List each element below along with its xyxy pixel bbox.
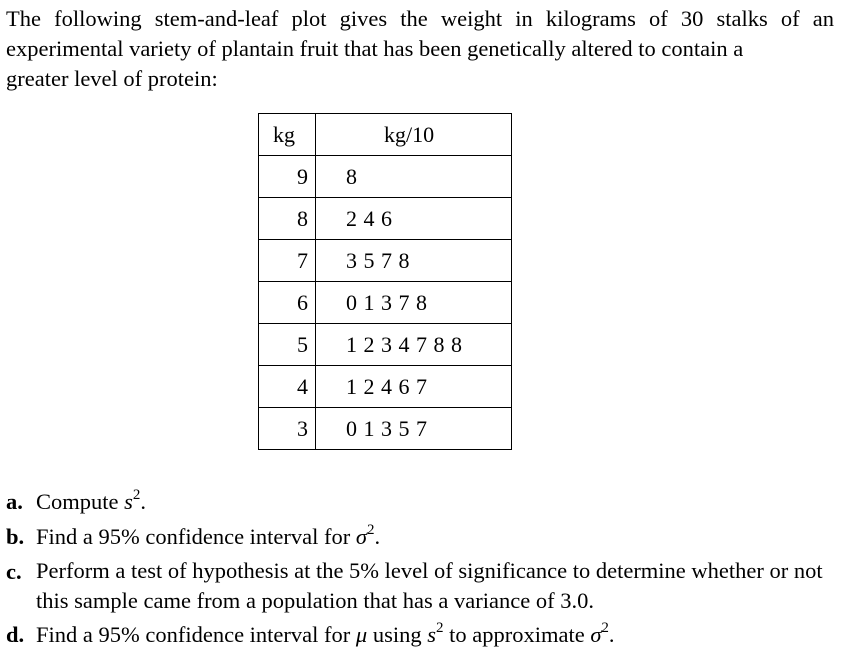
table-header-row <box>259 114 512 156</box>
math-symbol: σ <box>355 524 367 549</box>
question-a <box>6 486 842 517</box>
question-text: Compute <box>36 489 125 514</box>
math-symbol: μ <box>355 622 368 647</box>
stem-cell: 6 <box>259 282 316 324</box>
stem-cell: 3 <box>259 408 316 450</box>
intro-text: The following stem-and-leaf plot gives the weight in kilograms of 30 stalks of an experimental variety of plantain fruit that has been genetically altered to contain a <box>6 6 834 61</box>
table-row <box>259 282 512 324</box>
stem-cell: 9 <box>259 156 316 198</box>
question-text: to approximate <box>443 622 591 647</box>
math-symbol: s <box>124 489 133 514</box>
stem-cell: 4 <box>259 366 316 408</box>
leaf-cell: 3 5 7 8 <box>316 240 512 282</box>
math-exponent: 2 <box>367 522 375 538</box>
math-exponent: 2 <box>132 487 141 503</box>
table-row <box>259 366 512 408</box>
math-symbol: s <box>427 622 436 647</box>
stem-cell: 5 <box>259 324 316 366</box>
intro-paragraph <box>6 4 834 94</box>
stem-and-leaf-table <box>258 113 512 450</box>
leaf-cell: 0 1 3 5 7 <box>316 408 512 450</box>
question-label: d. <box>6 622 25 647</box>
stem-cell: 8 <box>259 198 316 240</box>
leaf-header: kg/10 <box>316 114 512 156</box>
question-text: Perform a test of hypothesis at the 5% level of significance to determine whether or not this sample came from a population that has a variance of 3.0. <box>36 558 823 613</box>
question-d <box>6 619 842 650</box>
math-exponent: 2 <box>601 620 609 636</box>
question-c <box>6 556 842 616</box>
math-symbol: σ <box>590 622 602 647</box>
leaf-cell: 2 4 6 <box>316 198 512 240</box>
question-tail: . <box>608 622 615 647</box>
table-row <box>259 240 512 282</box>
table-row <box>259 156 512 198</box>
question-label: b. <box>6 524 25 549</box>
math-exponent: 2 <box>435 620 444 636</box>
question-text: using <box>367 622 428 647</box>
intro-last-line: greater level of protein: <box>6 66 218 91</box>
table-row <box>259 408 512 450</box>
question-b <box>6 521 842 552</box>
leaf-cell: 1 2 4 6 7 <box>316 366 512 408</box>
question-label: a. <box>6 489 23 514</box>
question-label: c. <box>6 559 22 584</box>
stem-header: kg <box>259 114 316 156</box>
leaf-cell: 8 <box>316 156 512 198</box>
question-tail: . <box>374 524 381 549</box>
question-text: Find a 95% confidence interval for <box>36 524 356 549</box>
question-tail: . <box>140 489 147 514</box>
table-row <box>259 198 512 240</box>
leaf-cell: 1 2 3 4 7 8 8 <box>316 324 512 366</box>
leaf-cell: 0 1 3 7 8 <box>316 282 512 324</box>
question-list <box>6 486 842 654</box>
table-row <box>259 324 512 366</box>
question-text: Find a 95% confidence interval for <box>36 622 356 647</box>
stem-cell: 7 <box>259 240 316 282</box>
